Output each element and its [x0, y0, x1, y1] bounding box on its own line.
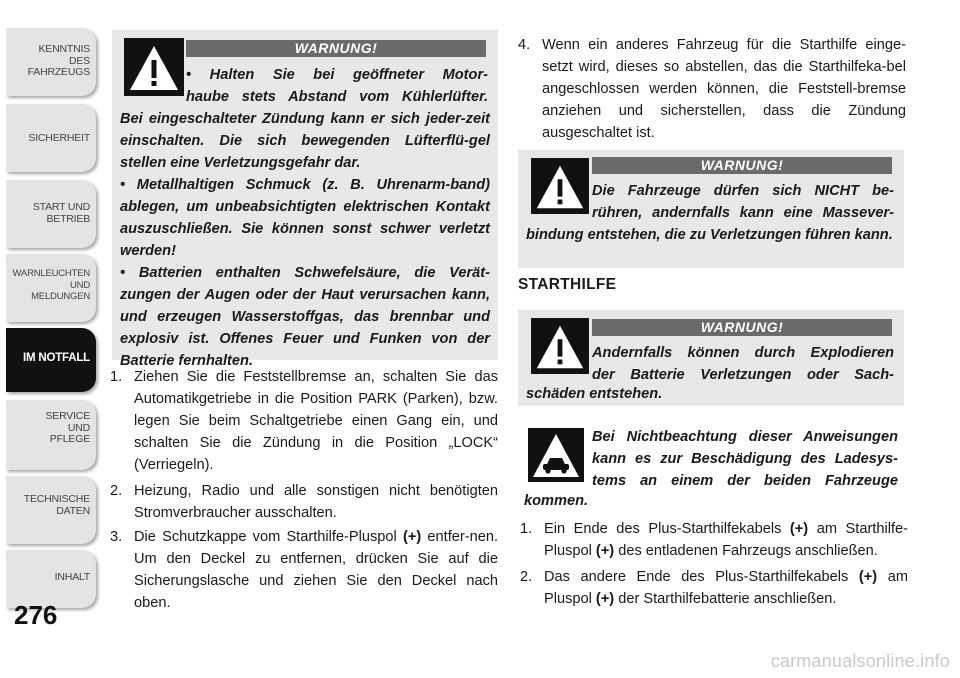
warning-triangle-icon	[124, 38, 184, 96]
plus-symbol: (+)	[595, 543, 615, 559]
step-number: 1.	[520, 521, 533, 537]
warning-text-line: Andernfalls können durch Explodieren	[592, 345, 894, 361]
step-text: Heizung, Radio und alle sonstigen nicht benötigten Stromverbraucher ausschalten.	[134, 483, 498, 521]
cable-step-1	[520, 518, 908, 562]
step-number: 3.	[110, 529, 123, 545]
tab-label: IM NOTFALL	[23, 352, 90, 364]
tab-label: KENNTNIS DES FAHRZEUGS	[27, 43, 90, 78]
step-text	[110, 526, 498, 614]
warning-box-explosion	[518, 310, 904, 406]
step-number: 2.	[110, 483, 123, 499]
warning-text-line: haube stets Abstand vom Kühlerlüfter.	[186, 89, 488, 105]
step-text-part: am Pluspol	[544, 569, 909, 607]
tab-label: WARNLEUCHTEN UND MELDUNGEN	[12, 268, 90, 302]
tab-sicherheit[interactable]	[6, 104, 96, 172]
step-4	[518, 34, 906, 144]
tab-warnleuchten-und-meldungen[interactable]	[6, 254, 96, 322]
step-number: 4.	[518, 37, 531, 53]
plus-symbol: (+)	[595, 591, 615, 607]
caution-text-paragraph: kommen.	[524, 493, 589, 509]
step-text: Wenn ein anderes Fahrzeug für die Starthilfe einge-setzt wird, dieses so abstellen, das die Starthilfeka-bel angeschlossen werden können, die Feststell-bremse anziehen und sicherstellen, dass die Zündung ausgeschaltet ist.	[542, 37, 906, 141]
step-number: 1.	[110, 369, 123, 385]
tab-technische-daten[interactable]	[6, 476, 96, 544]
warning-text-paragraph: bindung entstehen, die zu Verletzungen führen kann.	[526, 227, 893, 243]
warning-text-paragraph: Bei eingeschalteter Zündung kann er sich jeder-zeit einschalten. Die sich bewegenden Lüfterflü-gel stellen eine Verletzungsgefahr dar.	[120, 111, 490, 171]
tab-im-notfall[interactable]	[6, 328, 96, 392]
step-text-part: Das andere Ende des Plus-Starthilfekabels	[544, 569, 859, 585]
warning-title-bar: WARNUNG!	[186, 40, 486, 57]
warning-text-line: Die Fahrzeuge dürfen sich NICHT be-	[592, 183, 894, 199]
step-text-part: Die Schutzkappe vom Starthilfe-Pluspol	[134, 529, 403, 545]
tab-label: SERVICE UND PFLEGE	[45, 410, 90, 445]
tab-label: START UND BETRIEB	[32, 201, 90, 225]
step-text-part: des entladenen Fahrzeugs anschließen.	[614, 543, 878, 559]
cable-step-2	[520, 566, 908, 610]
warning-box-vehicles-touch	[518, 150, 904, 268]
warning-text-line: der Batterie Verletzungen oder Sach-	[592, 367, 894, 383]
step-text-part: entfer-nen. Um den Deckel zu entfernen, drücken Sie auf die Sicherungslasche und ziehen Sie den Deckel nach oben.	[134, 529, 498, 611]
step-3	[110, 526, 498, 614]
step-text-part: am Starthilfe-Pluspol	[544, 521, 908, 559]
step-2	[110, 480, 498, 524]
warning-title-bar: WARNUNG!	[592, 157, 892, 174]
step-1	[110, 366, 498, 476]
page-number: 276	[14, 600, 58, 630]
watermark: carmanualsonline.info	[770, 651, 950, 671]
warning-triangle-icon	[530, 318, 590, 374]
step-text-part: der Starthilfebatterie anschließen.	[614, 591, 837, 607]
warning-text-line: rühren, andernfalls kann eine Massever-	[592, 205, 894, 221]
caution-text-line: tems an einem der beiden Fahrzeuge	[592, 473, 898, 489]
step-text	[520, 518, 908, 562]
step-text	[520, 566, 908, 610]
warning-bullet: • Metallhaltigen Schmuck (z. B. Uhrenarm-band) ablegen, um unbeabsichtigten elektrischen Kontakt auszuschließen. Sie können sonst schwer verletzt werden!	[120, 177, 490, 259]
warning-triangle-icon	[530, 158, 590, 214]
step-text-part: Ein Ende des Plus-Starthilfekabels	[544, 521, 790, 537]
plus-symbol: (+)	[789, 521, 809, 537]
warning-title-bar: WARNUNG!	[592, 319, 892, 336]
step-number: 2.	[520, 569, 533, 585]
tab-label: INHALT	[54, 571, 90, 583]
section-heading: STARTHILFE	[518, 276, 617, 293]
warning-text-paragraph: schäden entstehen.	[526, 386, 663, 402]
plus-symbol: (+)	[402, 529, 422, 545]
tab-label: SICHERHEIT	[28, 132, 90, 144]
tab-service-und-pflege[interactable]	[6, 400, 96, 470]
caution-block	[518, 420, 904, 512]
tab-label: TECHNISCHE DATEN	[23, 493, 90, 517]
warning-bullet: • Batterien enthalten Schwefelsäure, die Verät-zungen der Augen oder der Haut verursachen kann, und erzeugen Wasserstoffgas, das brennbar und explosiv ist. Offenes Feuer und Funken von der Batterie fernhalten.	[120, 265, 490, 369]
step-text: Ziehen Sie die Feststellbremse an, schalten Sie das Automatikgetriebe in die Position PARK (Parken), bzw. legen Sie beim Schaltgetriebe einen Gang ein, und schalten Sie die Zündung in die Position „LOCK“ (Verriegeln).	[134, 369, 498, 473]
caution-text-line: Bei Nichtbeachtung dieser Anweisungen	[592, 429, 898, 445]
car-caution-icon	[528, 428, 584, 482]
tab-kenntnis-des-fahrzeugs[interactable]	[6, 28, 96, 96]
warning-text-line: • Halten Sie bei geöffneter Motor-	[186, 67, 488, 83]
plus-symbol: (+)	[858, 569, 878, 585]
warning-box-engine-fan	[112, 30, 498, 369]
tab-start-und-betrieb[interactable]	[6, 180, 96, 248]
caution-text-line: kann es zur Beschädigung des Ladesys-	[592, 451, 898, 467]
